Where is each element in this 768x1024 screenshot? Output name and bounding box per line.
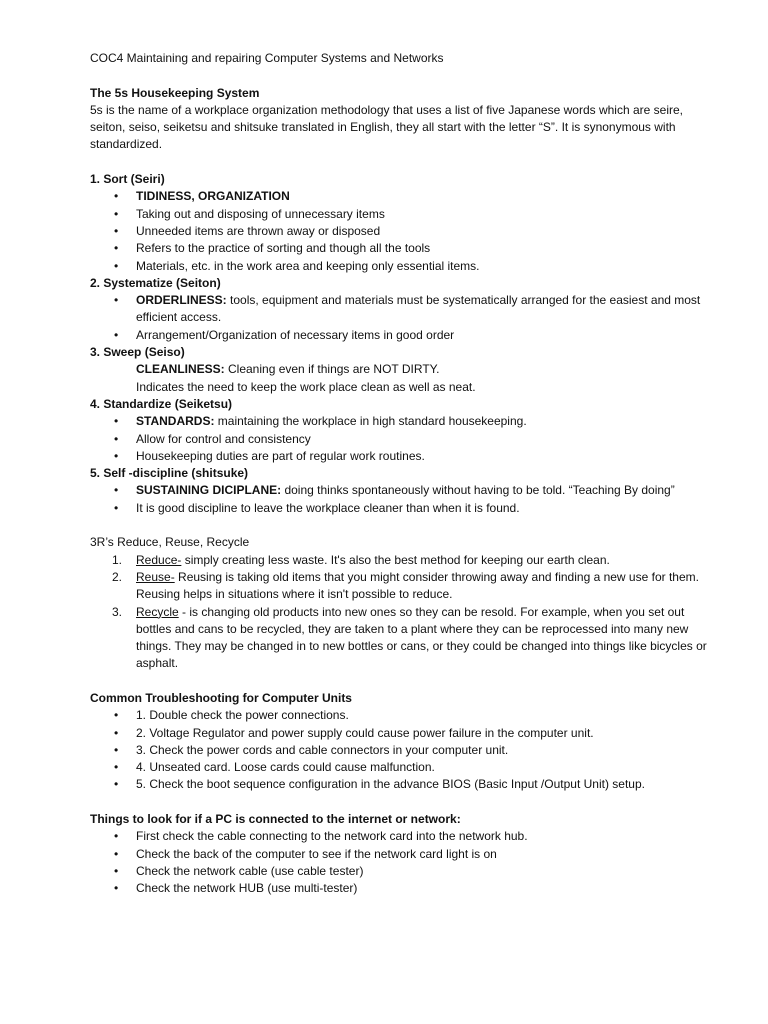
bullet-icon: • — [114, 777, 119, 792]
troubleshooting-list — [90, 707, 710, 793]
document-page — [90, 50, 710, 898]
item-text: maintaining the workplace in high standard housekeeping. — [214, 414, 527, 429]
item-term: Recycle — [136, 604, 179, 619]
item-label: CLEANLINESS: — [136, 362, 225, 377]
item-text: Check the back of the computer to see if the network card light is on — [136, 846, 497, 861]
list-item — [90, 707, 710, 724]
item-text: First check the cable connecting to the network card into the network hub. — [136, 829, 528, 844]
sweep-line-1 — [90, 361, 710, 378]
spacer — [90, 673, 710, 690]
document-title: COC4 Maintaining and repairing Computer Systems and Networks — [90, 51, 444, 65]
item-text: It is good discipline to leave the workplace cleaner than when it is found. — [136, 500, 520, 515]
item-label: STANDARDS: — [136, 414, 215, 429]
list-item — [90, 431, 710, 448]
item-text: doing thinks spontaneously without having to be told. “Teaching By doing” — [281, 483, 675, 498]
item-label: SUSTAINING DICIPLANE: — [136, 483, 282, 498]
bullet-icon: • — [114, 241, 119, 256]
bullet-icon: • — [114, 414, 119, 429]
bullet-icon: • — [114, 448, 119, 463]
bullet-icon: • — [114, 483, 119, 498]
bullet-icon: • — [114, 431, 119, 446]
systematize-heading: 2. Systematize (Seiton) — [90, 275, 221, 290]
bullet-icon: • — [114, 500, 119, 515]
fives-intro: 5s is the name of a workplace organization methodology that uses a list of five Japanese words which are seire, seiton, seiso, seiketsu and shitsuke translated in English, they all start with the letter “S”. It is synonymous with standardized. — [90, 102, 683, 152]
spacer — [90, 517, 710, 534]
item-text: 5. Check the boot sequence configuration in the advance BIOS (Basic Input /Output Unit) setup. — [136, 777, 645, 792]
list-item — [90, 413, 710, 430]
sort-item-text: Materials, etc. in the work area and keeping only essential items. — [136, 258, 480, 273]
item-text: Check the network HUB (use multi-tester) — [136, 881, 358, 896]
network-heading: Things to look for if a PC is connected to the internet or network: — [90, 812, 461, 827]
list-item — [90, 828, 710, 845]
item-text: Allow for control and consistency — [136, 431, 311, 446]
sort-list — [90, 188, 710, 274]
threer-heading: 3R’s Reduce, Reuse, Recycle — [90, 535, 250, 550]
list-item — [90, 327, 710, 344]
bullet-icon: • — [114, 829, 119, 844]
item-text: Arrangement/Organization of necessary items in good order — [136, 327, 455, 342]
item-term: Reduce- — [136, 552, 182, 567]
network-list — [90, 828, 710, 897]
list-item — [90, 846, 710, 863]
item-text: Housekeeping duties are part of regular work routines. — [136, 448, 425, 463]
bullet-icon: • — [114, 760, 119, 775]
list-item — [90, 759, 710, 776]
list-item — [90, 500, 710, 517]
item-text: Cleaning even if things are NOT DIRTY. — [224, 362, 440, 377]
sort-item-text: TIDINESS, ORGANIZATION — [136, 189, 290, 204]
item-text: 1. Double check the power connections. — [136, 708, 349, 723]
item-text: 4. Unseated card. Loose cards could cause malfunction. — [136, 760, 435, 775]
item-text: 2. Voltage Regulator and power supply could cause power failure in the computer unit. — [136, 725, 594, 740]
list-item — [90, 482, 710, 499]
item-text: Reusing is taking old items that you might consider throwing away and finding a new use for them. Reusing helps in situations where it isn't possible to reduce. — [136, 569, 699, 602]
list-item — [90, 223, 710, 240]
systematize-list — [90, 292, 710, 344]
item-text: - is changing old products into new ones so they can be resold. For example, when you set out bottles and cans to be recycled, they are taken to a plant where they can be reprocessed into many new things. They may be changed in to new bottles or cans, or they could be changed into things like bicycles or asphalt. — [136, 604, 707, 671]
spacer — [90, 67, 710, 84]
item-text: Check the network cable (use cable tester) — [136, 863, 364, 878]
bullet-icon: • — [114, 206, 119, 221]
sweep-heading: 3. Sweep (Seiso) — [90, 345, 185, 360]
list-item — [90, 880, 710, 897]
list-item — [90, 258, 710, 275]
list-item — [90, 725, 710, 742]
list-item — [90, 188, 710, 205]
bullet-icon: • — [114, 742, 119, 757]
list-item — [90, 569, 710, 604]
standardize-heading: 4. Standardize (Seiketsu) — [90, 396, 233, 411]
fives-heading: The 5s Housekeeping System — [90, 85, 260, 100]
list-item — [90, 552, 710, 569]
item-term: Reuse- — [136, 569, 175, 584]
sort-heading: 1. Sort (Seiri) — [90, 172, 165, 187]
list-item — [90, 604, 710, 673]
troubleshooting-heading: Common Troubleshooting for Computer Units — [90, 690, 352, 705]
item-number: 3. — [112, 604, 123, 619]
list-item — [90, 448, 710, 465]
list-item — [90, 742, 710, 759]
bullet-icon: • — [114, 863, 119, 878]
spacer — [90, 794, 710, 811]
item-number: 2. — [112, 569, 123, 584]
discipline-heading: 5. Self -discipline (shitsuke) — [90, 466, 249, 481]
bullet-icon: • — [114, 846, 119, 861]
bullet-icon: • — [114, 189, 119, 204]
discipline-list — [90, 482, 710, 517]
list-item — [90, 240, 710, 257]
standardize-list — [90, 413, 710, 465]
bullet-icon: • — [114, 258, 119, 273]
spacer — [90, 154, 710, 171]
list-item — [90, 206, 710, 223]
item-label: ORDERLINESS: — [136, 293, 227, 308]
bullet-icon: • — [114, 223, 119, 238]
bullet-icon: • — [114, 327, 119, 342]
item-number: 1. — [112, 552, 123, 567]
sort-item-text: Unneeded items are thrown away or disposed — [136, 223, 381, 238]
bullet-icon: • — [114, 725, 119, 740]
item-text: tools, equipment and materials must be systematically arranged for the easiest and most efficient access. — [136, 293, 701, 325]
item-text: simply creating less waste. It's also the best method for keeping our earth clean. — [181, 552, 610, 567]
threer-list — [90, 552, 710, 673]
item-text: 3. Check the power cords and cable connectors in your computer unit. — [136, 742, 509, 757]
list-item — [90, 292, 710, 327]
bullet-icon: • — [114, 881, 119, 896]
sort-item-text: Refers to the practice of sorting and though all the tools — [136, 241, 431, 256]
bullet-icon: • — [114, 293, 119, 308]
sort-item-text: Taking out and disposing of unnecessary items — [136, 206, 385, 221]
list-item — [90, 776, 710, 793]
bullet-icon: • — [114, 708, 119, 723]
sweep-line-2: Indicates the need to keep the work place clean as well as neat. — [136, 379, 476, 394]
list-item — [90, 863, 710, 880]
